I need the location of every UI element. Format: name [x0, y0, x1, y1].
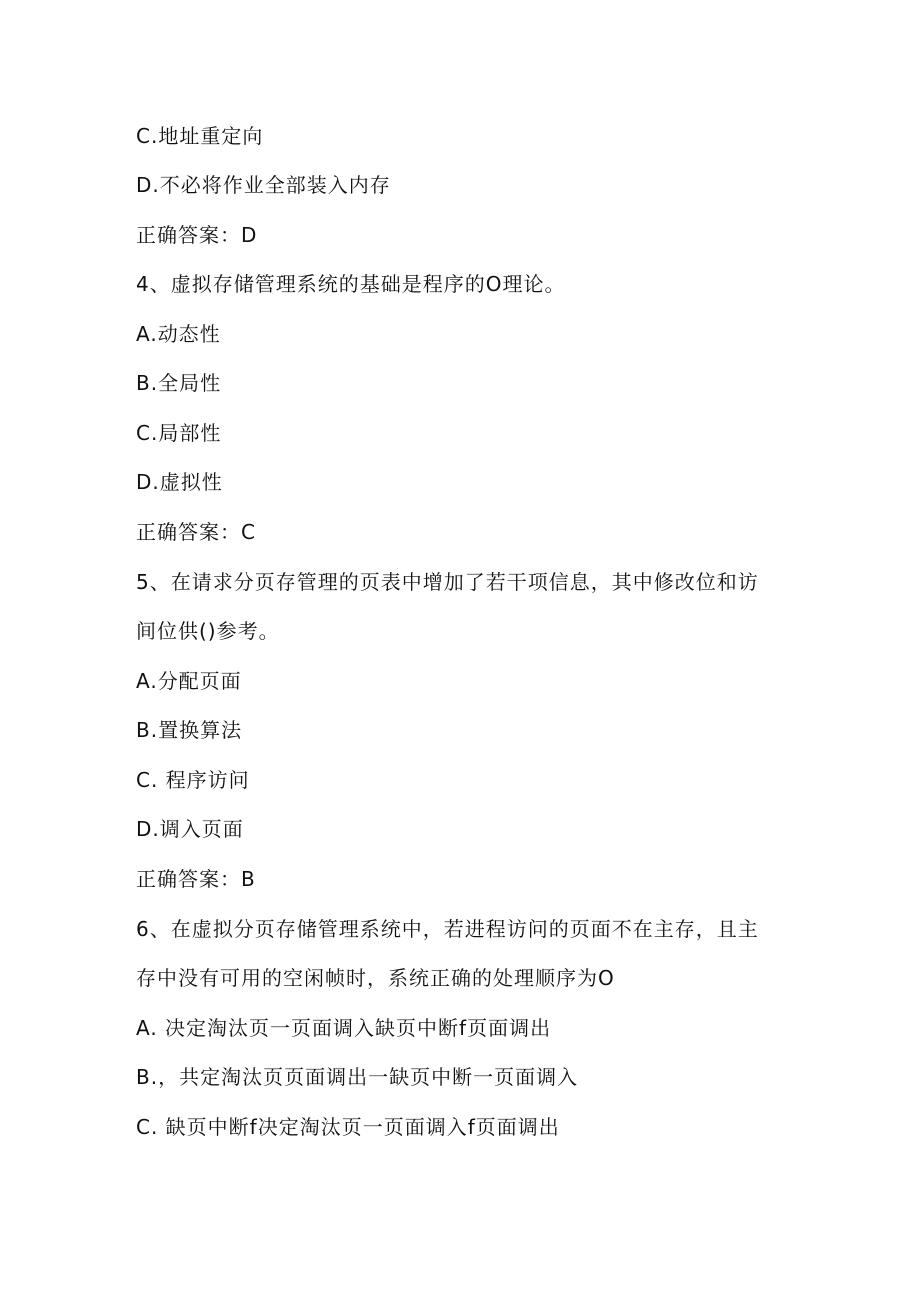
question-5-line-1: 5、在请求分页存管理的页表中增加了若干项信息，其中修改位和访 — [136, 570, 759, 594]
answer-q3: 正确答案：D — [136, 223, 258, 247]
option-b-q6: B.，共定淘汰页页面调出一缺页中断一页面调入 — [136, 1065, 579, 1089]
question-6-line-1: 6、在虚拟分页存储管理系统中，若进程访问的页面不在主存，且主 — [136, 917, 759, 941]
option-a-q6: A. 决定淘汰页一页面调入缺页中断f页面调出 — [136, 1016, 552, 1040]
question-5-line-2: 间位供()参考。 — [136, 619, 280, 643]
question-6-line-2: 存中没有可用的空闲帧时，系统正确的处理顺序为O — [136, 966, 615, 990]
option-b-q4: B.全局性 — [136, 371, 222, 395]
option-b-q5: B.置换算法 — [136, 718, 243, 742]
option-c-q6: C. 缺页中断f决定淘汰页一页面调入f页面调出 — [136, 1115, 560, 1139]
answer-q4: 正确答案：C — [136, 520, 256, 544]
answer-q5: 正确答案：B — [136, 867, 256, 891]
option-d-q4: D.虚拟性 — [136, 470, 223, 494]
option-d-q5: D.调入页面 — [136, 817, 244, 841]
option-a-q4: A.动态性 — [136, 322, 221, 346]
option-c-q5: C. 程序访问 — [136, 768, 250, 792]
question-4: 4、虚拟存储管理系统的基础是程序的O理论。 — [136, 272, 566, 296]
option-a-q5: A.分配页面 — [136, 669, 242, 693]
option-c-q3: C.地址重定向 — [136, 124, 264, 148]
option-c-q4: C.局部性 — [136, 421, 222, 445]
option-d-q3: D.不必将作业全部装入内存 — [136, 173, 391, 197]
